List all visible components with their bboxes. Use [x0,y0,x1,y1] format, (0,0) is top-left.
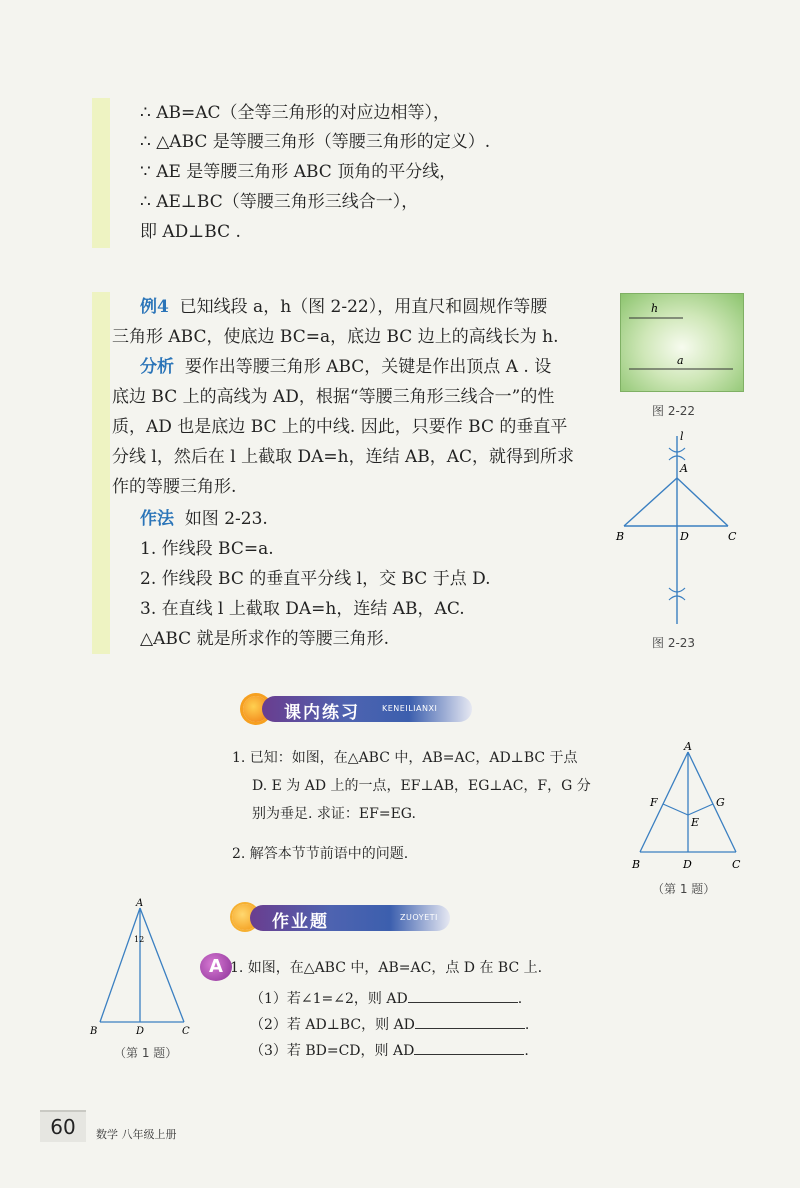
label-A: A [680,462,688,475]
page-number: 60 [40,1110,86,1142]
level-a-badge: A [200,953,232,981]
label-C: C [182,1026,190,1037]
method-text: 如图 2-23. [184,509,268,529]
label-h: h [651,302,659,315]
example-line: 三角形 ABC，使底边 BC=a，底边 BC 边上的高线长为 h. [112,327,559,347]
analysis-text: 要作出等腰三角形 ABC，关键是作出顶点 A . 设 [184,357,552,377]
practice-q1-line: 1. 已知：如图，在△ABC 中，AB=AC，AD⊥BC 于点 [232,750,578,766]
proof-line: ∴ AB=AC（全等三角形的对应边相等）， [140,103,451,123]
homework-banner [250,905,450,931]
label-C: C [728,530,737,543]
label-D: D [683,858,692,871]
example-label: 例4 [140,297,169,317]
analysis-line: 质，AD 也是底边 BC 上的中线. 因此，只要作 BC 的垂直平 [112,417,568,437]
label-B: B [90,1026,98,1037]
analysis-line: 底边 BC 上的高线为 AD，根据“等腰三角形三线合一”的性 [112,387,555,407]
practice-figure-caption: （第 1 题） [652,882,716,896]
proof-line: ∵ AE 是等腰三角形 ABC 顶角的平分线， [140,162,457,182]
answer-blank[interactable] [415,1014,525,1029]
method-line [140,508,268,530]
label-D: D [680,530,689,543]
method-step: 1. 作线段 BC=a. [140,539,274,559]
practice-pinyin: KENEILIANXI [382,704,438,713]
homework-item: （1）若∠1=∠2，则 AD . [250,988,522,1009]
homework-figure [88,894,198,1044]
proof-line: ∴ △ABC 是等腰三角形（等腰三角形的定义）. [140,132,491,152]
analysis-line [140,356,551,378]
label-C: C [732,858,741,871]
homework-title: 作业题 [272,912,329,932]
practice-q1-line: D. E 为 AD 上的一点，EF⊥AB，EG⊥AC，F，G 分 [252,778,591,794]
proof-line: ∴ AE⊥BC（等腰三角形三线合一）， [140,192,419,212]
answer-blank[interactable] [414,1040,524,1055]
homework-item-text: （1）若∠1=∠2，则 AD [250,991,408,1007]
figure-2-22-lines [621,294,743,391]
method-step: 2. 作线段 BC 的垂直平分线 l，交 BC 于点 D. [140,569,491,589]
figure-2-22 [620,293,744,392]
practice-q2: 2. 解答本节节前语中的问题. [232,846,409,862]
practice-q1-line: 别为垂足. 求证：EF=EG. [252,806,416,822]
margin-highlight-example [92,292,110,654]
method-step: 3. 在直线 l 上截取 DA=h，连结 AB，AC. [140,599,465,619]
homework-item: （3）若 BD=CD，则 AD . [250,1040,529,1061]
example-text: 已知线段 a，h（图 2-22），用直尺和圆规作等腰 [179,297,548,317]
practice-banner [262,696,472,722]
margin-highlight-top [92,98,110,248]
figure-2-23 [610,428,750,628]
label-a: a [677,354,684,367]
label-A: A [136,898,144,909]
homework-pinyin: ZUOYETI [400,913,438,922]
homework-item-text: （3）若 BD=CD，则 AD [250,1043,415,1059]
label-B: B [616,530,625,543]
label-D: D [136,1026,145,1037]
label-A: A [684,740,692,753]
label-l: l [680,430,684,443]
label-F: F [650,796,658,809]
angle-labels: 12 [134,935,145,944]
homework-q1: 1. 如图，在△ABC 中，AB=AC，点 D 在 BC 上. [230,960,543,976]
method-label: 作法 [140,509,174,529]
analysis-label: 分析 [140,357,174,377]
book-title: 数学 八年级上册 [96,1128,177,1141]
label-E: E [691,816,700,829]
homework-item: （2）若 AD⊥BC，则 AD . [250,1014,529,1035]
example-line [140,296,547,318]
label-G: G [716,796,725,809]
homework-figure-caption: （第 1 题） [114,1046,178,1060]
homework-item-text: （2）若 AD⊥BC，则 AD [250,1017,415,1033]
proof-line: 即 AD⊥BC . [140,222,241,242]
analysis-line: 分线 l，然后在 l 上截取 DA=h，连结 AB，AC，就得到所求 [112,447,575,467]
figure-2-23-caption: 图 2-23 [652,636,696,650]
practice-title: 课内练习 [284,703,360,723]
figure-2-22-caption: 图 2-22 [652,404,696,418]
answer-blank[interactable] [408,988,518,1003]
practice-figure [628,740,748,875]
method-step: △ABC 就是所求作的等腰三角形. [140,629,389,649]
analysis-line: 作的等腰三角形. [112,477,237,497]
label-B: B [632,858,641,871]
